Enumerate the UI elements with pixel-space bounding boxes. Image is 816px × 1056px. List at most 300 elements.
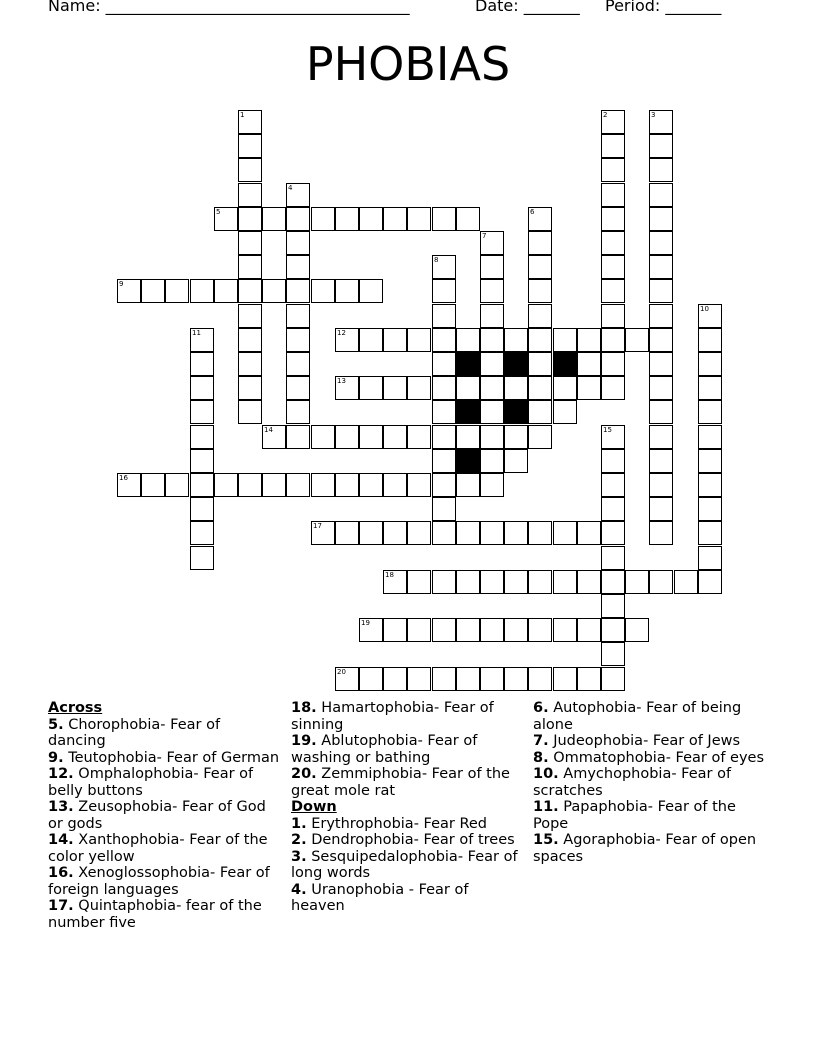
answer-square[interactable]: [311, 473, 335, 497]
answer-square[interactable]: [238, 328, 262, 352]
clue-number: 19.: [291, 733, 317, 749]
answer-square[interactable]: [649, 328, 673, 352]
answer-square[interactable]: [383, 473, 407, 497]
clues-column-2: [291, 700, 523, 915]
answer-square[interactable]: [601, 279, 625, 303]
answer-square[interactable]: [649, 352, 673, 376]
answer-square[interactable]: [480, 425, 504, 449]
clue-number: 16.: [48, 865, 74, 881]
black-square: [504, 400, 528, 424]
answer-square[interactable]: [601, 642, 625, 666]
answer-square[interactable]: [528, 667, 552, 691]
clue-number: 1.: [291, 815, 307, 832]
answer-square[interactable]: [383, 328, 407, 352]
answer-square[interactable]: [190, 449, 214, 473]
clue-item: [48, 832, 280, 865]
clue-text: Hamartophobia- Fear of sinning: [291, 700, 494, 733]
clue-number: 14.: [48, 832, 74, 848]
answer-square[interactable]: [504, 328, 528, 352]
clue-text: Papaphobia- Fear of the Pope: [533, 799, 736, 832]
answer-square[interactable]: [480, 618, 504, 642]
answer-square[interactable]: [649, 255, 673, 279]
answer-square[interactable]: [649, 134, 673, 158]
answer-square[interactable]: [577, 328, 601, 352]
answer-square[interactable]: [190, 521, 214, 545]
answer-square[interactable]: [286, 279, 310, 303]
answer-square[interactable]: [238, 158, 262, 182]
answer-square[interactable]: [359, 207, 383, 231]
answer-square[interactable]: [311, 207, 335, 231]
answer-square[interactable]: [432, 279, 456, 303]
answer-square[interactable]: [480, 279, 504, 303]
clue-number: 13.: [48, 799, 74, 815]
answer-square[interactable]: [432, 207, 456, 231]
answer-square[interactable]: [456, 425, 480, 449]
answer-square[interactable]: [407, 425, 431, 449]
answer-square[interactable]: [528, 400, 552, 424]
clue-text: Erythrophobia- Fear Red: [306, 815, 488, 832]
answer-square[interactable]: [456, 207, 480, 231]
answer-square[interactable]: [625, 570, 649, 594]
answer-square[interactable]: [553, 376, 577, 400]
answer-square[interactable]: [649, 449, 673, 473]
answer-square[interactable]: [504, 376, 528, 400]
answer-square[interactable]: [359, 667, 383, 691]
answer-square[interactable]: [456, 618, 480, 642]
answer-square[interactable]: [407, 521, 431, 545]
answer-square[interactable]: [432, 425, 456, 449]
square-number: 15: [603, 426, 612, 434]
answer-square[interactable]: [335, 425, 359, 449]
square-number: 10: [700, 305, 709, 313]
answer-square[interactable]: [383, 521, 407, 545]
answer-square[interactable]: [335, 279, 359, 303]
answer-square[interactable]: [286, 304, 310, 328]
answer-square[interactable]: [383, 376, 407, 400]
clue-item: [533, 700, 765, 733]
answer-square[interactable]: [262, 279, 286, 303]
clue-item: [48, 766, 280, 799]
answer-square[interactable]: [432, 328, 456, 352]
answer-square[interactable]: [335, 521, 359, 545]
square-number: 11: [192, 329, 201, 337]
answer-square[interactable]: [262, 207, 286, 231]
answer-square[interactable]: [698, 425, 722, 449]
answer-square[interactable]: [359, 328, 383, 352]
answer-square[interactable]: [238, 134, 262, 158]
answer-square[interactable]: [456, 376, 480, 400]
answer-square[interactable]: [480, 352, 504, 376]
answer-square[interactable]: [601, 521, 625, 545]
answer-square[interactable]: [238, 231, 262, 255]
clue-text: Teutophobia- Fear of German: [63, 749, 280, 766]
answer-square[interactable]: [649, 279, 673, 303]
answer-square[interactable]: [190, 546, 214, 570]
answer-square[interactable]: [190, 376, 214, 400]
clue-item: [48, 799, 280, 832]
answer-square[interactable]: [383, 207, 407, 231]
answer-square[interactable]: [190, 352, 214, 376]
answer-square[interactable]: [528, 521, 552, 545]
answer-square[interactable]: [238, 473, 262, 497]
answer-square[interactable]: [286, 376, 310, 400]
answer-square[interactable]: [141, 473, 165, 497]
answer-square[interactable]: [698, 473, 722, 497]
clue-item: [533, 799, 765, 832]
answer-square[interactable]: [577, 570, 601, 594]
square-number: 8: [434, 256, 439, 264]
answer-square[interactable]: [601, 207, 625, 231]
answer-square[interactable]: [335, 207, 359, 231]
answer-square[interactable]: [601, 231, 625, 255]
answer-square[interactable]: [698, 328, 722, 352]
answer-square[interactable]: [432, 618, 456, 642]
square-number: 3: [651, 111, 656, 119]
answer-square[interactable]: [601, 376, 625, 400]
answer-square[interactable]: [432, 376, 456, 400]
answer-square[interactable]: [407, 618, 431, 642]
answer-square[interactable]: [432, 497, 456, 521]
answer-square[interactable]: [577, 376, 601, 400]
answer-square[interactable]: [359, 425, 383, 449]
answer-square[interactable]: [649, 473, 673, 497]
across-clue-list: [48, 717, 280, 932]
answer-square[interactable]: [698, 376, 722, 400]
answer-square[interactable]: [649, 376, 673, 400]
square-number: 16: [119, 474, 128, 482]
answer-square[interactable]: [432, 352, 456, 376]
answer-square[interactable]: [625, 328, 649, 352]
square-number: 13: [337, 377, 346, 385]
answer-square[interactable]: [698, 352, 722, 376]
answer-square[interactable]: [456, 570, 480, 594]
clue-text: Zemmiphobia- Fear of the great mole rat: [291, 766, 510, 799]
answer-square[interactable]: [190, 497, 214, 521]
answer-square[interactable]: [311, 425, 335, 449]
answer-square[interactable]: [286, 473, 310, 497]
answer-square[interactable]: [456, 473, 480, 497]
answer-square[interactable]: [165, 473, 189, 497]
answer-square[interactable]: [359, 279, 383, 303]
answer-square[interactable]: [528, 255, 552, 279]
clue-text: Zeusophobia- Fear of God or gods: [48, 799, 266, 832]
answer-square[interactable]: [456, 521, 480, 545]
clues-column-1: [48, 700, 280, 931]
clue-number: 18.: [291, 700, 317, 716]
answer-square[interactable]: [456, 667, 480, 691]
answer-square[interactable]: [577, 521, 601, 545]
down-clue-list: [291, 816, 523, 915]
answer-square[interactable]: [528, 376, 552, 400]
square-number: 14: [264, 426, 273, 434]
answer-square[interactable]: [359, 473, 383, 497]
clue-item: [533, 832, 765, 865]
clue-item: [291, 849, 523, 882]
answer-square[interactable]: [674, 570, 698, 594]
clue-number: 6.: [533, 700, 549, 716]
answer-square[interactable]: [698, 449, 722, 473]
answer-square[interactable]: [480, 255, 504, 279]
answer-square[interactable]: [649, 425, 673, 449]
square-number: 20: [337, 668, 346, 676]
square-number: 6: [530, 208, 535, 216]
answer-square[interactable]: [649, 304, 673, 328]
answer-square[interactable]: [601, 546, 625, 570]
answer-square[interactable]: [432, 667, 456, 691]
answer-square[interactable]: [601, 594, 625, 618]
answer-square[interactable]: [190, 473, 214, 497]
clue-item: [291, 882, 523, 915]
answer-square[interactable]: [480, 449, 504, 473]
answer-square[interactable]: [432, 449, 456, 473]
clue-item: [48, 898, 280, 931]
clue-text: Xanthophobia- Fear of the color yellow: [48, 832, 268, 865]
clue-number: 10.: [533, 766, 559, 782]
answer-square[interactable]: [383, 425, 407, 449]
answer-square[interactable]: [649, 183, 673, 207]
page-title: PHOBIAS: [305, 37, 511, 91]
answer-square[interactable]: [480, 304, 504, 328]
clue-text: Ommatophobia- Fear of eyes: [548, 749, 765, 766]
clue-number: 2.: [291, 832, 307, 848]
answer-square[interactable]: [359, 376, 383, 400]
answer-square[interactable]: [432, 521, 456, 545]
square-number: 19: [361, 619, 370, 627]
answer-square[interactable]: [480, 376, 504, 400]
clue-item: [48, 865, 280, 898]
answer-square[interactable]: [601, 134, 625, 158]
answer-square[interactable]: [190, 400, 214, 424]
answer-square[interactable]: [238, 255, 262, 279]
black-square: [456, 352, 480, 376]
clue-text: Xenoglossophobia- Fear of foreign languages: [48, 865, 270, 898]
answer-square[interactable]: [601, 255, 625, 279]
answer-square[interactable]: [601, 183, 625, 207]
answer-square[interactable]: [432, 400, 456, 424]
clue-text: Dendrophobia- Fear of trees: [306, 832, 515, 848]
answer-square[interactable]: [214, 279, 238, 303]
answer-square[interactable]: [238, 183, 262, 207]
answer-square[interactable]: [407, 376, 431, 400]
clue-text: Quintaphobia- fear of the number five: [48, 898, 262, 931]
answer-square[interactable]: [649, 158, 673, 182]
clue-item: [291, 832, 523, 849]
down-clue-list-continued: [533, 700, 765, 865]
clue-item: [48, 717, 280, 750]
square-number: 17: [313, 522, 322, 530]
answer-square[interactable]: [625, 618, 649, 642]
period-field[interactable]: Period: _______: [605, 0, 722, 15]
answer-square[interactable]: [141, 279, 165, 303]
square-number: 12: [337, 329, 346, 337]
clue-text: Agoraphobia- Fear of open spaces: [533, 832, 757, 865]
clue-item: [291, 733, 523, 766]
clue-item: [48, 750, 280, 767]
answer-square[interactable]: [286, 400, 310, 424]
across-clue-list-continued: [291, 700, 523, 799]
black-square: [504, 352, 528, 376]
answer-square[interactable]: [286, 207, 310, 231]
answer-square[interactable]: [553, 618, 577, 642]
answer-square[interactable]: [601, 304, 625, 328]
clue-item: [533, 733, 765, 750]
answer-square[interactable]: [577, 667, 601, 691]
answer-square[interactable]: [504, 618, 528, 642]
answer-square[interactable]: [359, 521, 383, 545]
square-number: 18: [385, 571, 394, 579]
answer-square[interactable]: [528, 570, 552, 594]
answer-square[interactable]: [504, 570, 528, 594]
answer-square[interactable]: [504, 425, 528, 449]
answer-square[interactable]: [238, 376, 262, 400]
clue-item: [533, 750, 765, 767]
answer-square[interactable]: [238, 207, 262, 231]
answer-square[interactable]: [480, 570, 504, 594]
answer-square[interactable]: [553, 521, 577, 545]
answer-square[interactable]: [553, 328, 577, 352]
answer-square[interactable]: [407, 473, 431, 497]
answer-square[interactable]: [286, 425, 310, 449]
answer-square[interactable]: [407, 207, 431, 231]
black-square: [553, 352, 577, 376]
clue-text: Autophobia- Fear of being alone: [533, 700, 742, 733]
square-number: 1: [240, 111, 245, 119]
answer-square[interactable]: [238, 304, 262, 328]
answer-square[interactable]: [649, 231, 673, 255]
answer-square[interactable]: [577, 618, 601, 642]
black-square: [456, 449, 480, 473]
answer-square[interactable]: [649, 207, 673, 231]
answer-square[interactable]: [214, 473, 238, 497]
answer-square[interactable]: [698, 497, 722, 521]
answer-square[interactable]: [238, 352, 262, 376]
answer-square[interactable]: [601, 667, 625, 691]
square-number: 2: [603, 111, 608, 119]
answer-square[interactable]: [286, 352, 310, 376]
answer-square[interactable]: [528, 352, 552, 376]
answer-square[interactable]: [383, 667, 407, 691]
down-heading: Down: [291, 799, 337, 815]
answer-square[interactable]: [165, 279, 189, 303]
answer-square[interactable]: [504, 521, 528, 545]
answer-square[interactable]: [432, 570, 456, 594]
clue-text: Judeophobia- Fear of Jews: [548, 733, 741, 749]
answer-square[interactable]: [649, 400, 673, 424]
clue-text: Omphalophobia- Fear of belly buttons: [48, 766, 254, 799]
name-field[interactable]: Name: ______________________________________: [48, 0, 410, 15]
answer-square[interactable]: [432, 304, 456, 328]
answer-square[interactable]: [528, 618, 552, 642]
answer-square[interactable]: [190, 425, 214, 449]
answer-square[interactable]: [335, 473, 359, 497]
answer-square[interactable]: [407, 667, 431, 691]
clue-text: Chorophobia- Fear of dancing: [48, 716, 221, 749]
clue-number: 4.: [291, 881, 307, 898]
answer-square[interactable]: [407, 328, 431, 352]
square-number: 5: [216, 208, 221, 216]
answer-square[interactable]: [480, 667, 504, 691]
answer-square[interactable]: [649, 570, 673, 594]
answer-square[interactable]: [577, 352, 601, 376]
clue-number: 3.: [291, 848, 307, 865]
clues-column-3: [533, 700, 765, 865]
clue-number: 9.: [48, 749, 64, 766]
answer-square[interactable]: [601, 328, 625, 352]
answer-square[interactable]: [601, 570, 625, 594]
answer-square[interactable]: [698, 400, 722, 424]
answer-square[interactable]: [238, 400, 262, 424]
answer-square[interactable]: [553, 570, 577, 594]
answer-square[interactable]: [480, 400, 504, 424]
answer-square[interactable]: [311, 279, 335, 303]
clue-text: Amychophobia- Fear of scratches: [533, 766, 732, 799]
answer-square[interactable]: [190, 279, 214, 303]
answer-square[interactable]: [286, 255, 310, 279]
answer-square[interactable]: [528, 231, 552, 255]
square-number: 4: [288, 184, 293, 192]
answer-square[interactable]: [601, 158, 625, 182]
answer-square[interactable]: [286, 328, 310, 352]
answer-square[interactable]: [698, 521, 722, 545]
answer-square[interactable]: [649, 521, 673, 545]
date-field[interactable]: Date: _______: [475, 0, 580, 15]
answer-square[interactable]: [553, 667, 577, 691]
clue-text: Sesquipedalophobia- Fear of long words: [291, 848, 518, 881]
answer-square[interactable]: [553, 400, 577, 424]
answer-square[interactable]: [286, 231, 310, 255]
clue-number: 8.: [533, 749, 549, 766]
answer-square[interactable]: [456, 328, 480, 352]
clue-number: 15.: [533, 832, 559, 848]
answer-square[interactable]: [480, 328, 504, 352]
square-number: 7: [482, 232, 487, 240]
answer-square[interactable]: [601, 473, 625, 497]
clue-item: [291, 766, 523, 799]
clue-item: [291, 816, 523, 833]
square-number: 9: [119, 280, 124, 288]
black-square: [456, 400, 480, 424]
answer-square[interactable]: [407, 570, 431, 594]
answer-square[interactable]: [601, 497, 625, 521]
clue-text: Uranophobia - Fear of heaven: [291, 881, 469, 914]
answer-square[interactable]: [480, 521, 504, 545]
answer-square[interactable]: [504, 449, 528, 473]
clue-item: [533, 766, 765, 799]
answer-square[interactable]: [649, 497, 673, 521]
clue-number: 20.: [291, 766, 317, 782]
answer-square[interactable]: [383, 618, 407, 642]
answer-square[interactable]: [528, 304, 552, 328]
answer-square[interactable]: [432, 473, 456, 497]
answer-square[interactable]: [528, 425, 552, 449]
answer-square[interactable]: [480, 473, 504, 497]
across-heading: Across: [48, 700, 103, 716]
answer-square[interactable]: [698, 546, 722, 570]
clue-number: 7.: [533, 733, 549, 749]
answer-square[interactable]: [601, 449, 625, 473]
answer-square[interactable]: [238, 279, 262, 303]
answer-square[interactable]: [262, 473, 286, 497]
clue-text: Ablutophobia- Fear of washing or bathing: [291, 733, 478, 766]
answer-square[interactable]: [504, 667, 528, 691]
answer-square[interactable]: [601, 618, 625, 642]
answer-square[interactable]: [601, 352, 625, 376]
answer-square[interactable]: [528, 328, 552, 352]
clue-number: 17.: [48, 898, 74, 914]
answer-square[interactable]: [698, 570, 722, 594]
clue-number: 12.: [48, 766, 74, 782]
answer-square[interactable]: [528, 279, 552, 303]
